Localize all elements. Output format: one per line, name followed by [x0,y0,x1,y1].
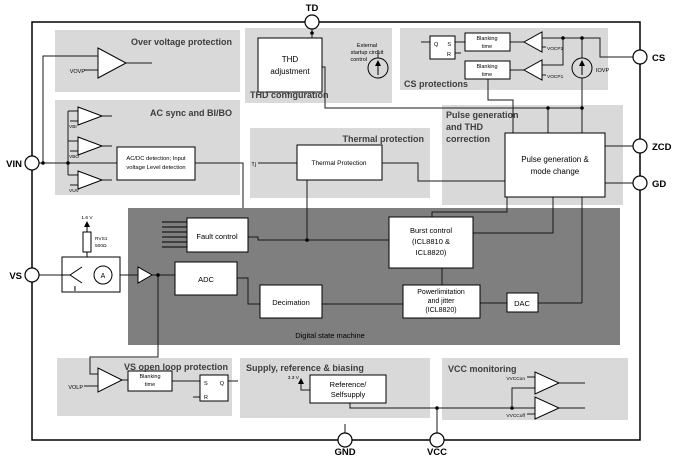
pin-gnd [338,433,352,447]
label-burst-1: Burst control [409,226,453,235]
label-vocp2: VOCP2 [547,47,564,52]
label-vuv: VUV [69,189,79,194]
label-reference-2: Selfsupply [330,390,366,399]
pin-label-cs: CS [652,53,666,64]
vs-resistor-icon [83,232,91,252]
label-blank1-1: Blanking [476,36,498,42]
label-rvs1: RVS1 [95,237,108,242]
label-acdc-1: AC/DC detection; Input [126,156,186,162]
label-olp-ff-q: Q [219,381,224,387]
label-blank2-1: Blanking [476,64,498,70]
label-olp-blank-1: Blanking [139,374,161,380]
label-3v3-rail: 3.3 V [287,376,299,381]
pin-vs [25,268,39,282]
label-blank1-2: time [481,44,493,50]
label-startup-1: External [356,43,378,49]
pin-vin [25,156,39,170]
pin-label-vcc: VCC [426,447,448,458]
label-pulse-box-2: mode change [530,167,580,176]
label-plim-3: (ICL8820) [425,307,457,314]
title-pulse-2: and THD [446,122,483,132]
pin-gd [633,176,647,190]
pin-label-zcd: ZCD [652,142,672,153]
label-tj: Tj [251,162,256,168]
label-vbi: VBI [69,125,77,130]
label-vbo: VBO [69,155,80,160]
title-cs-protections: CS protections [404,79,469,89]
label-burst-3: ICL8820) [415,248,447,257]
title-thermal: Thermal protection [342,134,424,144]
pin-label-vs: VS [9,271,22,282]
label-thd-2: adjustment [270,67,310,76]
label-vvccon: VVCCon [506,377,525,382]
title-ovp: Over voltage protection [130,37,232,47]
pin-label-vin: VIN [6,159,22,170]
label-ammeter-a: A [100,273,106,280]
label-thd-1: THD [281,55,299,64]
pin-zcd [633,139,647,153]
label-plim-1: Powerlimitation [417,289,465,296]
label-burst-2: (ICL8810 & [412,237,450,246]
thd-adjustment-box [258,38,322,92]
label-blank2-2: time [481,72,493,78]
label-olp-blank-2: time [144,382,156,388]
pin-label-gnd: GND [334,447,356,458]
label-plim-2: and jitter [427,298,455,305]
pin-cs [633,50,647,64]
title-pulse-3: correction [446,134,491,144]
label-startup-2: startup circuit [350,50,384,56]
pin-vcc [430,433,444,447]
label-vvccoff: VVCCoff [506,414,525,419]
label-digital-state-machine: Digital state machine [295,331,365,340]
title-thd-configuration: THD configuration [250,90,329,100]
label-vovp: VOVP [69,69,85,75]
label-pulse-box-1: Pulse generation & [521,155,589,164]
pin-label-gd: GD [652,179,667,190]
label-volp: VOLP [68,385,83,391]
label-thermal-box: Thermal Protection [311,160,367,167]
title-vcc-monitoring: VCC monitoring [448,364,517,374]
pin-td [305,15,319,29]
title-vs-olp: VS open loop protection [124,362,228,372]
label-ff-q: Q [434,42,439,48]
label-olp-ff-s: S [204,381,208,387]
label-adc: ADC [198,275,214,284]
label-olp-ff-r: R [204,395,208,401]
pulse-generation-box [505,133,605,197]
label-acdc-2: voltage Level detection [126,165,186,171]
title-supply: Supply, reference & biasing [246,363,364,373]
title-acsync: AC sync and BI/BO [149,108,232,118]
label-ff-s: S [447,42,451,48]
label-dac: DAC [514,299,530,308]
title-pulse-1: Pulse generation [446,110,519,120]
label-fault-control: Fault control [196,232,238,241]
label-decimation: Decimation [272,298,310,307]
label-1v6-rail: 1.6 V [81,216,93,221]
label-ff-r: R [447,52,451,58]
acdc-detection-box [117,147,195,180]
pin-label-td: TD [305,3,319,14]
label-startup-3: control [350,57,367,63]
label-iovp: IOVP [596,68,610,74]
label-reference-1: Reference/ [329,380,367,389]
label-vocp1: VOCP1 [547,75,564,80]
label-mirror-i: I [74,286,76,293]
label-500ohm: 500Ω [95,244,107,249]
